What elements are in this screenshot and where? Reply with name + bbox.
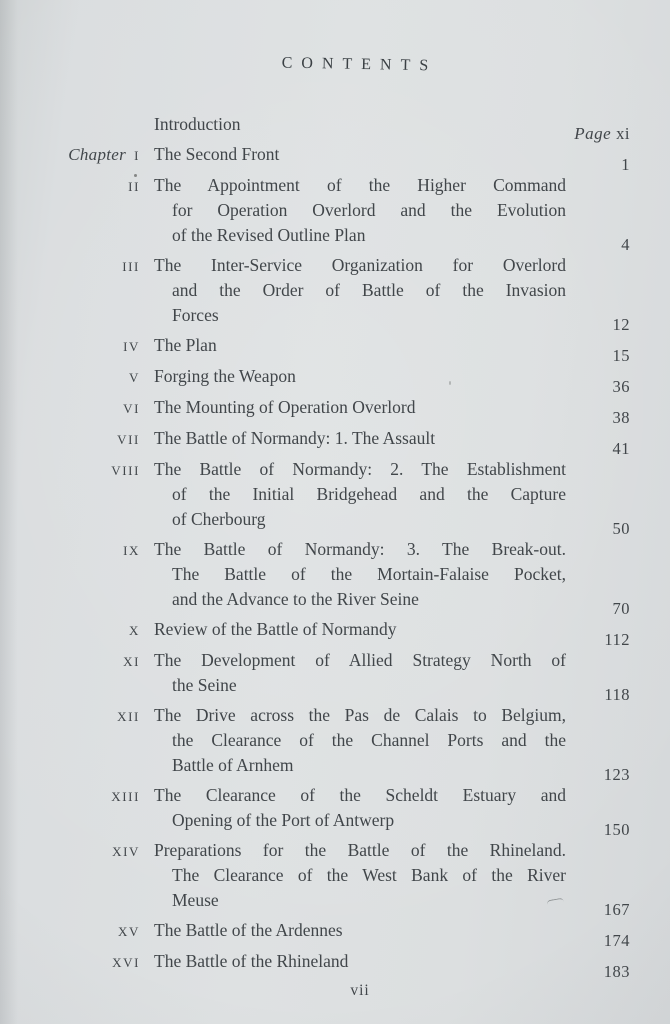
toc-row xyxy=(0,112,670,143)
page-number-value: 174 xyxy=(603,931,630,950)
page-number-value: 167 xyxy=(603,900,630,919)
page-number-value: 112 xyxy=(604,630,630,649)
chapter-numeral-cell xyxy=(0,703,140,729)
chapter-numeral: X xyxy=(129,623,140,638)
chapter-numeral: IV xyxy=(123,339,140,354)
chapter-title-line: The Battle of Normandy: 1. The Assault xyxy=(154,428,436,448)
chapter-numeral: II xyxy=(128,179,140,194)
chapter-numeral-cell xyxy=(0,949,140,975)
chapter-title xyxy=(154,395,566,420)
chapter-numeral: XI xyxy=(123,654,140,669)
toc-row xyxy=(0,617,670,649)
chapter-title-line: Preparations for the Battle of the Rhineland. xyxy=(154,840,566,860)
chapter-numeral-cell xyxy=(0,333,140,359)
chapter-title xyxy=(154,426,566,451)
chapter-title-line: of the Revised Outline Plan xyxy=(172,225,366,245)
chapter-numeral-cell xyxy=(0,426,140,452)
page-number-value: 50 xyxy=(612,519,630,538)
toc-row xyxy=(0,783,670,839)
folio-page-number: vii xyxy=(350,982,370,999)
chapter-numeral-cell xyxy=(0,838,140,864)
toc-row xyxy=(0,918,670,950)
chapter-title-line: The Battle of Normandy: 2. The Establishment xyxy=(154,459,566,479)
toc-row xyxy=(0,426,670,458)
chapter-numeral: XIV xyxy=(112,844,140,859)
toc-row xyxy=(0,457,670,538)
chapter-title xyxy=(154,783,566,833)
toc-row xyxy=(0,648,670,704)
chapter-title-line: The Appointment of the Higher Command xyxy=(154,175,566,195)
chapter-title-line: The Clearance of the West Bank of the River xyxy=(172,865,566,885)
chapter-title-line: Opening of the Port of Antwerp xyxy=(172,810,395,830)
chapter-numeral: XIII xyxy=(111,789,140,804)
chapter-numeral: IX xyxy=(123,543,140,558)
chapter-numeral: XVI xyxy=(112,955,140,970)
chapter-title-line: of the Initial Bridgehead and the Capture xyxy=(172,484,566,504)
chapter-title-line: The Clearance of the Scheldt Estuary and xyxy=(154,785,566,805)
chapter-title-line: The Battle of Normandy: 3. The Break-out. xyxy=(154,539,566,559)
page-column-label: Page xyxy=(574,124,612,143)
chapter-title-line: The Second Front xyxy=(154,144,280,164)
chapter-title-line: and the Advance to the River Seine xyxy=(172,589,419,609)
chapter-numeral-cell xyxy=(0,648,140,674)
chapter-numeral-cell xyxy=(0,783,140,809)
chapter-numeral-cell xyxy=(0,253,140,279)
chapter-title-line: The Plan xyxy=(154,335,217,355)
chapter-title xyxy=(154,112,566,137)
chapter-numeral-cell xyxy=(0,364,140,390)
chapter-title-line: The Battle of the Ardennes xyxy=(154,920,343,940)
chapter-title xyxy=(154,333,566,358)
toc-row xyxy=(0,949,670,981)
chapter-title-line: The Battle of the Rhineland xyxy=(154,951,349,971)
chapter-prefix: Chapter xyxy=(68,145,127,164)
chapter-page-number xyxy=(604,959,630,984)
chapter-title-line: and the Order of Battle of the Invasion xyxy=(172,280,566,300)
chapter-numeral: VII xyxy=(117,432,140,447)
chapter-title-line: The Battle of the Mortain-Falaise Pocket, xyxy=(172,564,566,584)
chapter-title xyxy=(154,537,566,612)
page-number-value: 123 xyxy=(603,765,630,784)
chapter-title xyxy=(154,457,566,532)
chapter-numeral-cell xyxy=(0,142,140,168)
chapter-title xyxy=(154,949,566,974)
chapter-numeral: III xyxy=(122,259,140,274)
chapter-title xyxy=(154,703,566,778)
chapter-numeral-cell xyxy=(0,918,140,944)
toc-row xyxy=(0,173,670,254)
page-number-value: 38 xyxy=(612,408,630,427)
chapter-title-line: The Drive across the Pas de Calais to Belgium, xyxy=(154,705,566,725)
page-number-value: 36 xyxy=(612,377,630,396)
contents-heading: CONTENTS xyxy=(281,54,438,75)
page-number-value: 15 xyxy=(612,346,630,365)
chapter-title-line: for Operation Overlord and the Evolution xyxy=(172,200,566,220)
chapter-numeral-cell xyxy=(0,457,140,483)
chapter-numeral: VIII xyxy=(111,463,140,478)
chapter-title xyxy=(154,142,566,167)
page-number-value: 118 xyxy=(604,685,630,704)
toc-row xyxy=(0,703,670,784)
chapter-title xyxy=(154,364,566,389)
page-number-value: 4 xyxy=(621,235,630,254)
chapter-title xyxy=(154,173,566,248)
chapter-title xyxy=(154,838,566,913)
chapter-title-line: Forces xyxy=(172,305,219,325)
toc-row xyxy=(0,333,670,365)
chapter-title-line: Review of the Battle of Normandy xyxy=(154,619,397,639)
chapter-numeral: I xyxy=(134,148,140,163)
chapter-numeral: VI xyxy=(123,401,140,416)
toc-row xyxy=(0,395,670,427)
toc-row xyxy=(0,537,670,618)
chapter-numeral: XII xyxy=(117,709,140,724)
chapter-title-line: Battle of Arnhem xyxy=(172,755,294,775)
chapter-title xyxy=(154,918,566,943)
page-number-value: 12 xyxy=(612,315,630,334)
chapter-title-line: The Inter-Service Organization for Overlord xyxy=(154,255,566,275)
page-number-value: xi xyxy=(616,124,630,143)
chapter-numeral-cell xyxy=(0,395,140,421)
chapter-title-line: of Cherbourg xyxy=(172,509,266,529)
toc-list xyxy=(0,112,670,981)
chapter-title xyxy=(154,648,566,698)
page-number-value: 1 xyxy=(621,155,630,174)
chapter-title-line: the Clearance of the Channel Ports and the xyxy=(172,730,566,750)
chapter-title xyxy=(154,253,566,328)
chapter-title-line: the Seine xyxy=(172,675,237,695)
toc-row xyxy=(0,364,670,396)
page-number-value: 70 xyxy=(612,599,630,618)
chapter-title-line: The Development of Allied Strategy North of xyxy=(154,650,566,670)
chapter-numeral-cell xyxy=(0,173,140,199)
chapter-title-line: Forging the Weapon xyxy=(154,366,296,386)
page-number-value: 150 xyxy=(603,820,630,839)
page-number-value: 41 xyxy=(612,439,630,458)
chapter-title-line: The Mounting of Operation Overlord xyxy=(154,397,416,417)
toc-row xyxy=(0,253,670,334)
chapter-numeral-cell xyxy=(0,617,140,643)
chapter-title xyxy=(154,617,566,642)
chapter-title-line: Meuse xyxy=(172,890,219,910)
page-number-value: 183 xyxy=(603,962,630,981)
chapter-numeral: XV xyxy=(118,924,140,939)
chapter-numeral-cell xyxy=(0,537,140,563)
chapter-numeral: V xyxy=(129,370,140,385)
toc-row xyxy=(0,838,670,919)
toc-row xyxy=(0,142,670,174)
chapter-title-line: Introduction xyxy=(154,114,241,134)
